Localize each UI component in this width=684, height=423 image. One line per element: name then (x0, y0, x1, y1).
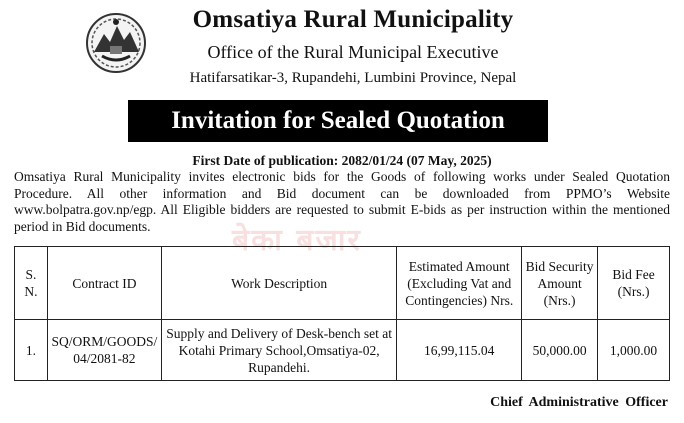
col-header-amount: Estimated Amount (Excluding Vat and Contingencies) Nrs. (397, 247, 522, 320)
office-name: Office of the Rural Municipal Executive (207, 42, 499, 62)
cell-amount: 16,99,115.04 (397, 320, 522, 381)
office-address: Hatifarsatikar-3, Rupandehi, Lumbini Province, Nepal (189, 70, 517, 86)
col-header-security: Bid Security Amount (Nrs.) (522, 247, 598, 320)
cell-security: 50,000.00 (522, 320, 598, 381)
watermark: बेका बजार (232, 223, 362, 258)
table-row (15, 320, 670, 381)
col-header-contract-id: Contract ID (47, 247, 161, 320)
quotation-table (14, 246, 670, 381)
notice-banner: Invitation for Sealed Quotation (128, 100, 548, 142)
notice-paragraph: Omsatiya Rural Municipality invites electronic bids for the Goods of following works under Sealed Quotation Procedure. All other information and Bid document can be downloaded from PPMO’s Website www.bolpatra.gov.np/egp. All Eligible bidders are requested to submit E-bids as per instruction within the mentioned period in Bid documents. (14, 169, 670, 234)
col-header-fee: Bid Fee (Nrs.) (598, 247, 670, 320)
municipality-title: Omsatiya Rural Municipality (192, 6, 514, 33)
signatory: Chief Administrative Officer (490, 395, 668, 410)
cell-description: Supply and Delivery of Desk-bench set at Kotahi Primary School,Omsatiya-02, Rupandehi. (161, 320, 396, 381)
cell-sn: 1. (15, 320, 48, 381)
publication-date: First Date of publication: 2082/01/24 (07 May, 2025) (192, 153, 492, 168)
col-header-sn: S. N. (15, 247, 48, 320)
cell-contract-id: SQ/ORM/GOODS/ 04/2081-82 (47, 320, 161, 381)
col-header-description: Work Description (161, 247, 396, 320)
cell-fee: 1,000.00 (598, 320, 670, 381)
table-header-row (15, 247, 670, 320)
